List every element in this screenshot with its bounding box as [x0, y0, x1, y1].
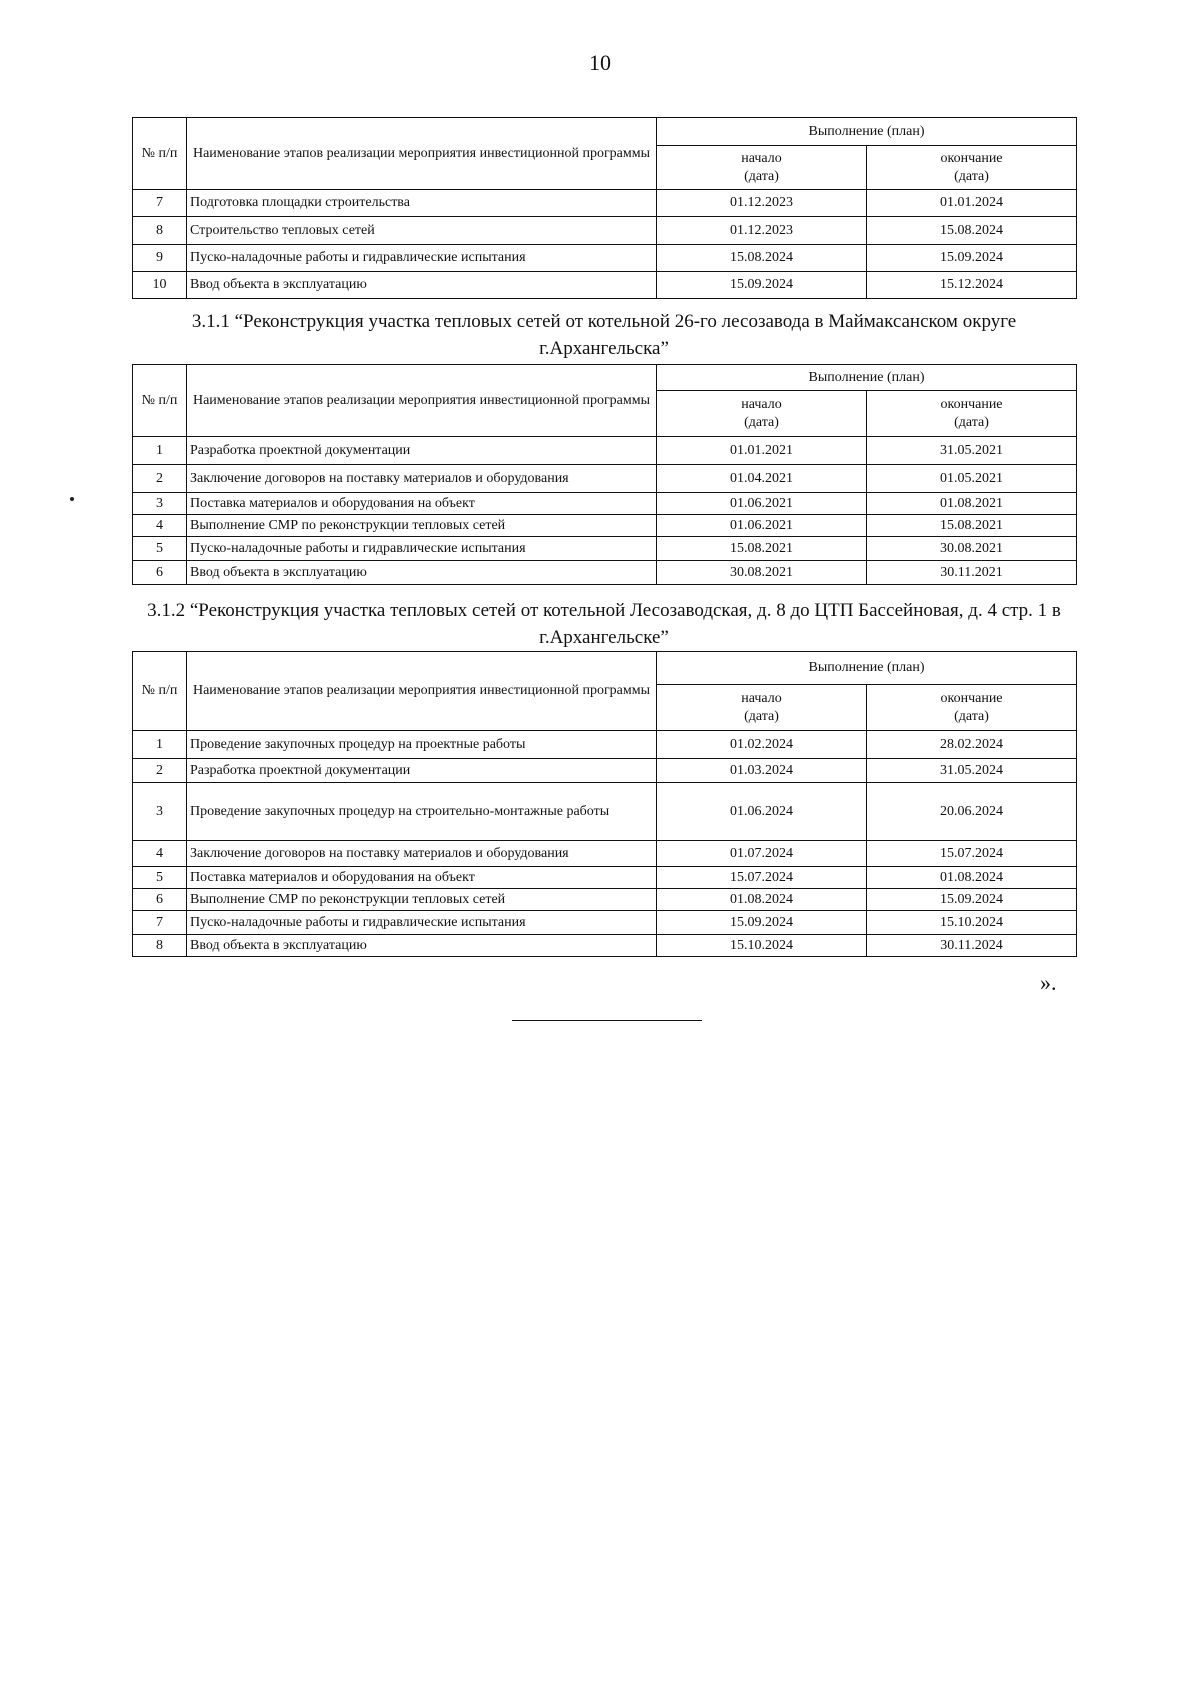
start-date: 01.07.2024 — [657, 841, 867, 867]
start-date: 01.12.2023 — [657, 190, 867, 217]
end-date: 15.07.2024 — [867, 841, 1077, 867]
stage-name: Выполнение СМР по реконструкции тепловых сетей — [187, 889, 657, 911]
stage-name: Пуско-наладочные работы и гидравлические испытания — [187, 537, 657, 561]
header-start: начало (дата) — [657, 391, 867, 437]
row-number: 8 — [133, 935, 187, 957]
end-date: 15.10.2024 — [867, 911, 1077, 935]
start-date: 15.08.2021 — [657, 537, 867, 561]
start-date: 01.06.2021 — [657, 515, 867, 537]
row-number: 7 — [133, 190, 187, 217]
stage-name: Ввод объекта в эксплуатацию — [187, 561, 657, 585]
scan-speck — [70, 497, 74, 501]
table-row — [133, 561, 1077, 585]
row-number: 6 — [133, 889, 187, 911]
end-date: 28.02.2024 — [867, 731, 1077, 759]
start-date: 15.09.2024 — [657, 272, 867, 299]
header-stage-name: Наименование этапов реализации мероприятия инвестиционной программы — [187, 365, 657, 437]
header-end: окончание (дата) — [867, 685, 1077, 731]
table-row — [133, 465, 1077, 493]
stage-name: Поставка материалов и оборудования на объект — [187, 867, 657, 889]
start-date: 01.01.2021 — [657, 437, 867, 465]
stage-name: Заключение договоров на поставку материалов и оборудования — [187, 841, 657, 867]
table-row — [133, 935, 1077, 957]
row-number: 4 — [133, 515, 187, 537]
stage-name: Заключение договоров на поставку материалов и оборудования — [187, 465, 657, 493]
stage-name: Проведение закупочных процедур на проектные работы — [187, 731, 657, 759]
stages-table-1 — [132, 117, 1077, 299]
header-num: № п/п — [133, 118, 187, 190]
stage-name: Пуско-наладочные работы и гидравлические испытания — [187, 911, 657, 935]
start-date: 01.06.2024 — [657, 783, 867, 841]
start-date: 01.08.2024 — [657, 889, 867, 911]
table-row — [133, 537, 1077, 561]
page-number: 10 — [589, 50, 611, 75]
section-title-3-1-2: 3.1.2 “Реконструкция участка тепловых сетей от котельной Лесозаводская, д. 8 до ЦТП Бассейновая, д. 4 стр. 1 в г.Архангельске” — [147, 600, 1061, 648]
header-end: окончание (дата) — [867, 146, 1077, 190]
header-execution: Выполнение (план) — [657, 118, 1077, 146]
table-row — [133, 217, 1077, 245]
stage-name: Ввод объекта в эксплуатацию — [187, 272, 657, 299]
header-stage-name: Наименование этапов реализации мероприятия инвестиционной программы — [187, 118, 657, 190]
stage-name: Ввод объекта в эксплуатацию — [187, 935, 657, 957]
end-date: 20.06.2024 — [867, 783, 1077, 841]
table-row — [133, 759, 1077, 783]
end-date: 30.11.2024 — [867, 935, 1077, 957]
stage-name: Разработка проектной документации — [187, 437, 657, 465]
header-end: окончание (дата) — [867, 391, 1077, 437]
header-execution: Выполнение (план) — [657, 652, 1077, 685]
header-start: начало (дата) — [657, 146, 867, 190]
row-number: 1 — [133, 731, 187, 759]
row-number: 3 — [133, 783, 187, 841]
row-number: 2 — [133, 465, 187, 493]
table-row — [133, 867, 1077, 889]
end-date: 15.08.2024 — [867, 217, 1077, 245]
stage-name: Строительство тепловых сетей — [187, 217, 657, 245]
table-row — [133, 272, 1077, 299]
end-date: 01.01.2024 — [867, 190, 1077, 217]
stage-name: Проведение закупочных процедур на строительно-монтажные работы — [187, 783, 657, 841]
table-row — [133, 437, 1077, 465]
start-date: 15.09.2024 — [657, 911, 867, 935]
closing-quote-mark: ». — [1040, 970, 1057, 995]
stage-name: Выполнение СМР по реконструкции тепловых сетей — [187, 515, 657, 537]
end-date: 15.09.2024 — [867, 245, 1077, 272]
header-num: № п/п — [133, 652, 187, 731]
end-date: 15.09.2024 — [867, 889, 1077, 911]
header-stage-name: Наименование этапов реализации мероприятия инвестиционной программы — [187, 652, 657, 731]
table-row — [133, 245, 1077, 272]
start-date: 15.07.2024 — [657, 867, 867, 889]
end-date: 01.08.2024 — [867, 867, 1077, 889]
end-date: 01.05.2021 — [867, 465, 1077, 493]
header-num: № п/п — [133, 365, 187, 437]
row-number: 5 — [133, 867, 187, 889]
start-date: 01.03.2024 — [657, 759, 867, 783]
row-number: 4 — [133, 841, 187, 867]
start-date: 01.04.2021 — [657, 465, 867, 493]
table-row — [133, 841, 1077, 867]
end-date: 15.12.2024 — [867, 272, 1077, 299]
table-row — [133, 493, 1077, 515]
stage-name: Подготовка площадки строительства — [187, 190, 657, 217]
row-number: 5 — [133, 537, 187, 561]
stages-table-2 — [132, 364, 1077, 585]
end-date: 31.05.2024 — [867, 759, 1077, 783]
end-date: 30.11.2021 — [867, 561, 1077, 585]
start-date: 30.08.2021 — [657, 561, 867, 585]
table-row — [133, 889, 1077, 911]
table-row — [133, 731, 1077, 759]
stage-name: Поставка материалов и оборудования на объект — [187, 493, 657, 515]
start-date: 15.08.2024 — [657, 245, 867, 272]
row-number: 6 — [133, 561, 187, 585]
row-number: 7 — [133, 911, 187, 935]
start-date: 01.02.2024 — [657, 731, 867, 759]
row-number: 1 — [133, 437, 187, 465]
table-row — [133, 911, 1077, 935]
row-number: 10 — [133, 272, 187, 299]
end-date: 01.08.2021 — [867, 493, 1077, 515]
start-date: 15.10.2024 — [657, 935, 867, 957]
header-start: начало (дата) — [657, 685, 867, 731]
stage-name: Пуско-наладочные работы и гидравлические испытания — [187, 245, 657, 272]
section-title-3-1-1: 3.1.1 “Реконструкция участка тепловых сетей от котельной 26-го лесозавода в Маймаксанском округе г.Архангельска” — [191, 311, 1017, 359]
end-date: 15.08.2021 — [867, 515, 1077, 537]
stages-table-3 — [132, 651, 1077, 957]
end-date: 30.08.2021 — [867, 537, 1077, 561]
stage-name: Разработка проектной документации — [187, 759, 657, 783]
start-date: 01.12.2023 — [657, 217, 867, 245]
header-execution: Выполнение (план) — [657, 365, 1077, 391]
row-number: 3 — [133, 493, 187, 515]
table-row — [133, 783, 1077, 841]
end-date: 31.05.2021 — [867, 437, 1077, 465]
row-number: 2 — [133, 759, 187, 783]
table-row — [133, 190, 1077, 217]
row-number: 8 — [133, 217, 187, 245]
start-date: 01.06.2021 — [657, 493, 867, 515]
separator-line — [512, 1020, 702, 1021]
table-row — [133, 515, 1077, 537]
row-number: 9 — [133, 245, 187, 272]
